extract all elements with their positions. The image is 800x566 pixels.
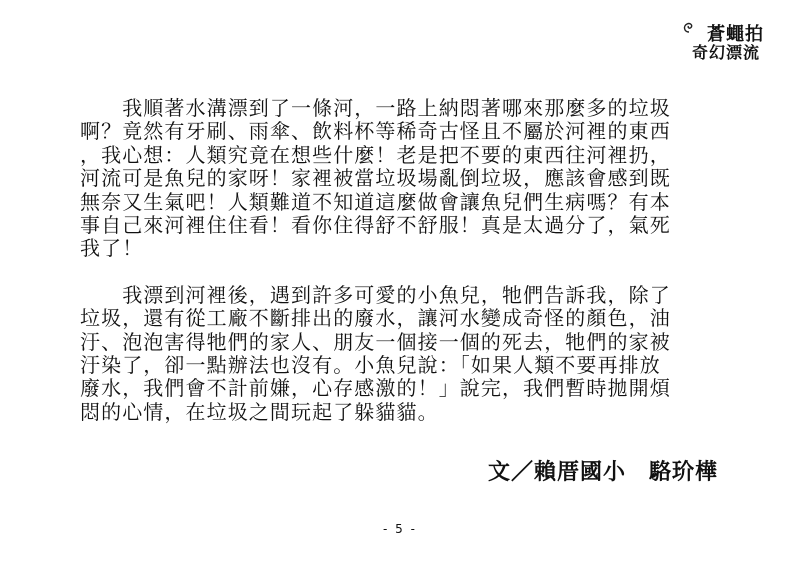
book-title-logo [692, 26, 764, 62]
paragraph [80, 284, 730, 424]
text-line: 廢水，我們會不計前嫌，心存感激的！」說完，我們暫時拋開煩 [80, 376, 671, 401]
text-line: 我順著水溝漂到了一條河，一路上納悶著哪來那麼多的垃圾 [80, 96, 671, 120]
text-line: 河流可是魚兒的家呀！家裡被當垃圾場亂倒垃圾，應該會感到既 [80, 166, 671, 191]
swirl-ornament-icon [682, 20, 696, 34]
author-credit: 文／賴厝國小 駱玠樺 [487, 459, 718, 485]
text-line: 我漂到河裡後，遇到許多可愛的小魚兒，牠們告訴我，除了 [80, 282, 671, 307]
logo-line-1: 蒼蠅拍 [707, 24, 764, 45]
text-line: 啊？竟然有牙刷、雨傘、飲料杯等稀奇古怪且不屬於河裡的東西 [80, 119, 671, 144]
text-line: ，我心想：人類究竟在想些什麼！老是把不要的東西往河裡扔， [80, 142, 671, 167]
text-line: 垃圾，還有從工廠不斷排出的廢水，讓河水變成奇怪的顏色，油 [80, 306, 671, 331]
text-line: 汙、泡泡害得牠們的家人、朋友一個接一個的死去，牠們的家被 [80, 329, 671, 354]
text-line: 無奈又生氣吧！人類難道不知道這麼做會讓魚兒們生病嗎？有本 [80, 189, 671, 214]
paragraph [80, 97, 730, 261]
text-line: 我了！ [80, 236, 144, 261]
text-line: 汙染了，卻一點辦法也沒有。小魚兒說：「如果人類不要再排放 [80, 352, 661, 377]
story-text [80, 97, 730, 424]
text-line: 事自己來河裡住住看！看你住得舒不舒服！真是太過分了，氣死 [80, 212, 671, 237]
page-number: - 5 - [383, 522, 417, 536]
text-line: 悶的心情，在垃圾之間玩起了躲貓貓。 [80, 399, 439, 424]
logo-line-2: 奇幻漂流 [691, 43, 760, 62]
